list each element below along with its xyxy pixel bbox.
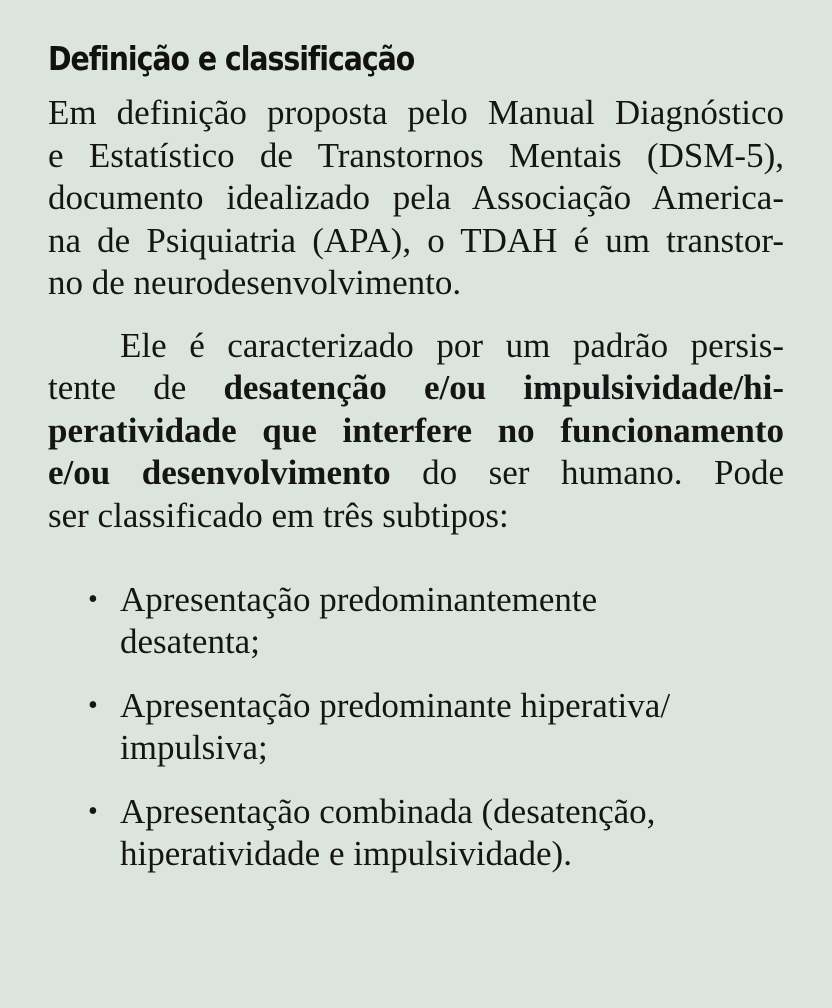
text-line: na de Psiquiatria (APA), o TDAH é um transtor- [48, 220, 784, 260]
bullet-icon: • [88, 584, 98, 615]
list-item [48, 579, 784, 663]
emphasis-text: desatenção e/ou impulsividade/hi- [223, 368, 784, 407]
paragraph-definition [48, 92, 784, 305]
text-line: no de neurodesenvolvimento. [48, 263, 462, 302]
emphasis-text: e/ou desenvolvimento [48, 453, 391, 492]
list-item-line: desatenta; [120, 622, 260, 661]
bullet-icon: • [88, 690, 98, 721]
list-item [48, 791, 784, 875]
list-item-line: Apresentação predominante hiperativa/ [120, 686, 671, 725]
emphasis-text: peratividade que interfere no funcionamento [48, 410, 784, 450]
subtypes-list [48, 579, 784, 875]
text-line: Ele é caracterizado por um padrão persis- [120, 325, 784, 365]
list-item-line: impulsiva; [120, 728, 268, 767]
text-run: do ser humano. Pode [390, 453, 784, 492]
text-line [48, 367, 784, 410]
text-line: Em definição proposta pelo Manual Diagnóstico [48, 93, 784, 132]
text-line: documento idealizado pela Associação America- [48, 178, 784, 217]
list-item-line: Apresentação combinada (desatenção, [120, 792, 656, 831]
section-heading: Definição e classificação [48, 39, 415, 78]
list-item-line: Apresentação predominantemente [120, 580, 598, 619]
list-item [48, 685, 784, 769]
text-line: e Estatístico de Transtornos Mentais (DSM-5), [48, 135, 784, 175]
text-run: tente de [48, 368, 224, 407]
text-line: ser classificado em três subtipos: [48, 495, 509, 535]
bullet-icon: • [88, 796, 98, 827]
paragraph-characterization [48, 325, 784, 538]
text-line [48, 410, 784, 453]
text-line [48, 452, 784, 495]
list-item-line: hiperatividade e impulsividade). [120, 834, 572, 873]
